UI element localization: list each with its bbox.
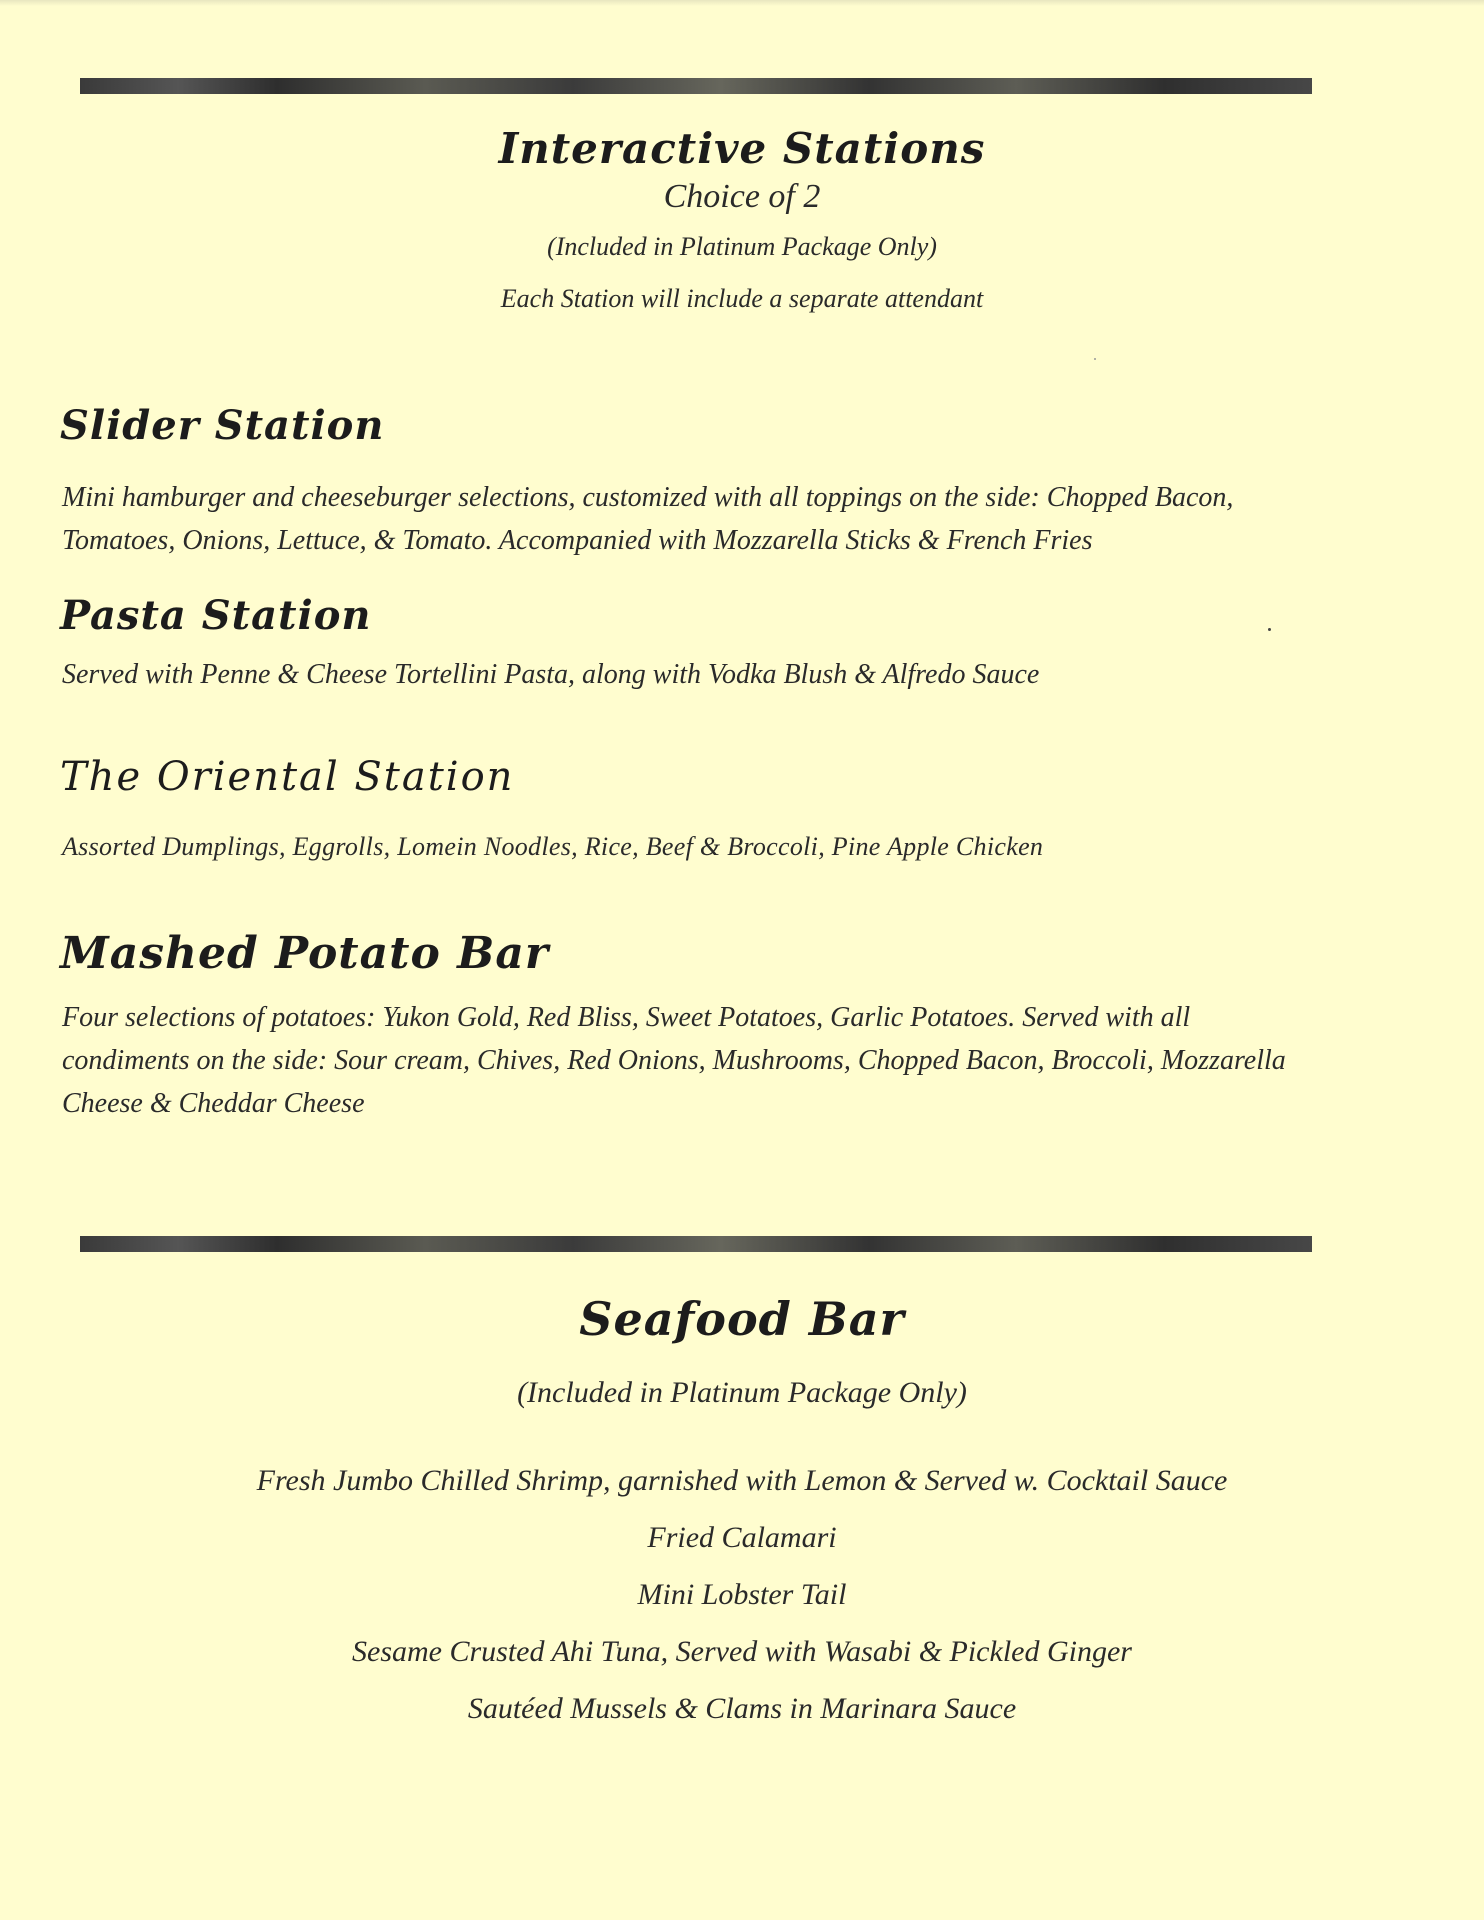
seafood-item: Fresh Jumbo Chilled Shrimp, garnished with Lemon & Served w. Cocktail Sauce	[256, 1464, 1228, 1497]
scan-speck	[1268, 628, 1271, 631]
station-title-pasta: Pasta Station	[60, 592, 372, 639]
section-title-interactive-stations: Interactive Stations	[498, 124, 986, 173]
station-title-slider: Slider Station	[60, 402, 385, 449]
platinum-package-note: (Included in Platinum Package Only)	[547, 232, 937, 261]
bottom-divider-bar	[80, 1236, 1312, 1252]
station-description-pasta: Served with Penne & Cheese Tortellini Pasta, along with Vodka Blush & Alfredo Sauce	[62, 659, 1040, 690]
seafood-package-note: (Included in Platinum Package Only)	[517, 1376, 967, 1409]
top-divider-bar	[80, 78, 1312, 94]
section-title-seafood-bar: Seafood Bar	[579, 1292, 905, 1346]
page-top-edge	[0, 0, 1484, 6]
seafood-item: Fried Calamari	[647, 1521, 837, 1554]
seafood-item-list	[0, 1452, 1484, 1737]
station-description-mashed-potato: Four selections of potatoes: Yukon Gold, Red Bliss, Sweet Potatoes, Garlic Potatoes. Served with all condiments on the side: Sour cream, Chives, Red Onions, Mushrooms, Chopped Bacon, Broccoli, Mozzarella Cheese & Cheddar Cheese	[62, 1002, 1286, 1119]
seafood-item: Sesame Crusted Ahi Tuna, Served with Wasabi & Pickled Ginger	[352, 1635, 1132, 1668]
seafood-item: Mini Lobster Tail	[637, 1578, 847, 1611]
seafood-item: Sautéed Mussels & Clams in Marinara Sauce	[467, 1692, 1017, 1725]
scan-speck	[1094, 358, 1096, 360]
station-title-mashed-potato: Mashed Potato Bar	[60, 928, 550, 979]
attendant-note: Each Station will include a separate attendant	[500, 284, 984, 313]
choice-subtitle: Choice of 2	[663, 178, 821, 215]
station-title-oriental: The Oriental Station	[60, 754, 515, 800]
station-description-oriental: Assorted Dumplings, Eggrolls, Lomein Noodles, Rice, Beef & Broccoli, Pine Apple Chicken	[62, 832, 1044, 861]
station-description-slider: Mini hamburger and cheeseburger selections, customized with all toppings on the side: Chopped Bacon, Tomatoes, Onions, Lettuce, & Tomato. Accompanied with Mozzarella Sticks & French Fries	[62, 482, 1234, 556]
